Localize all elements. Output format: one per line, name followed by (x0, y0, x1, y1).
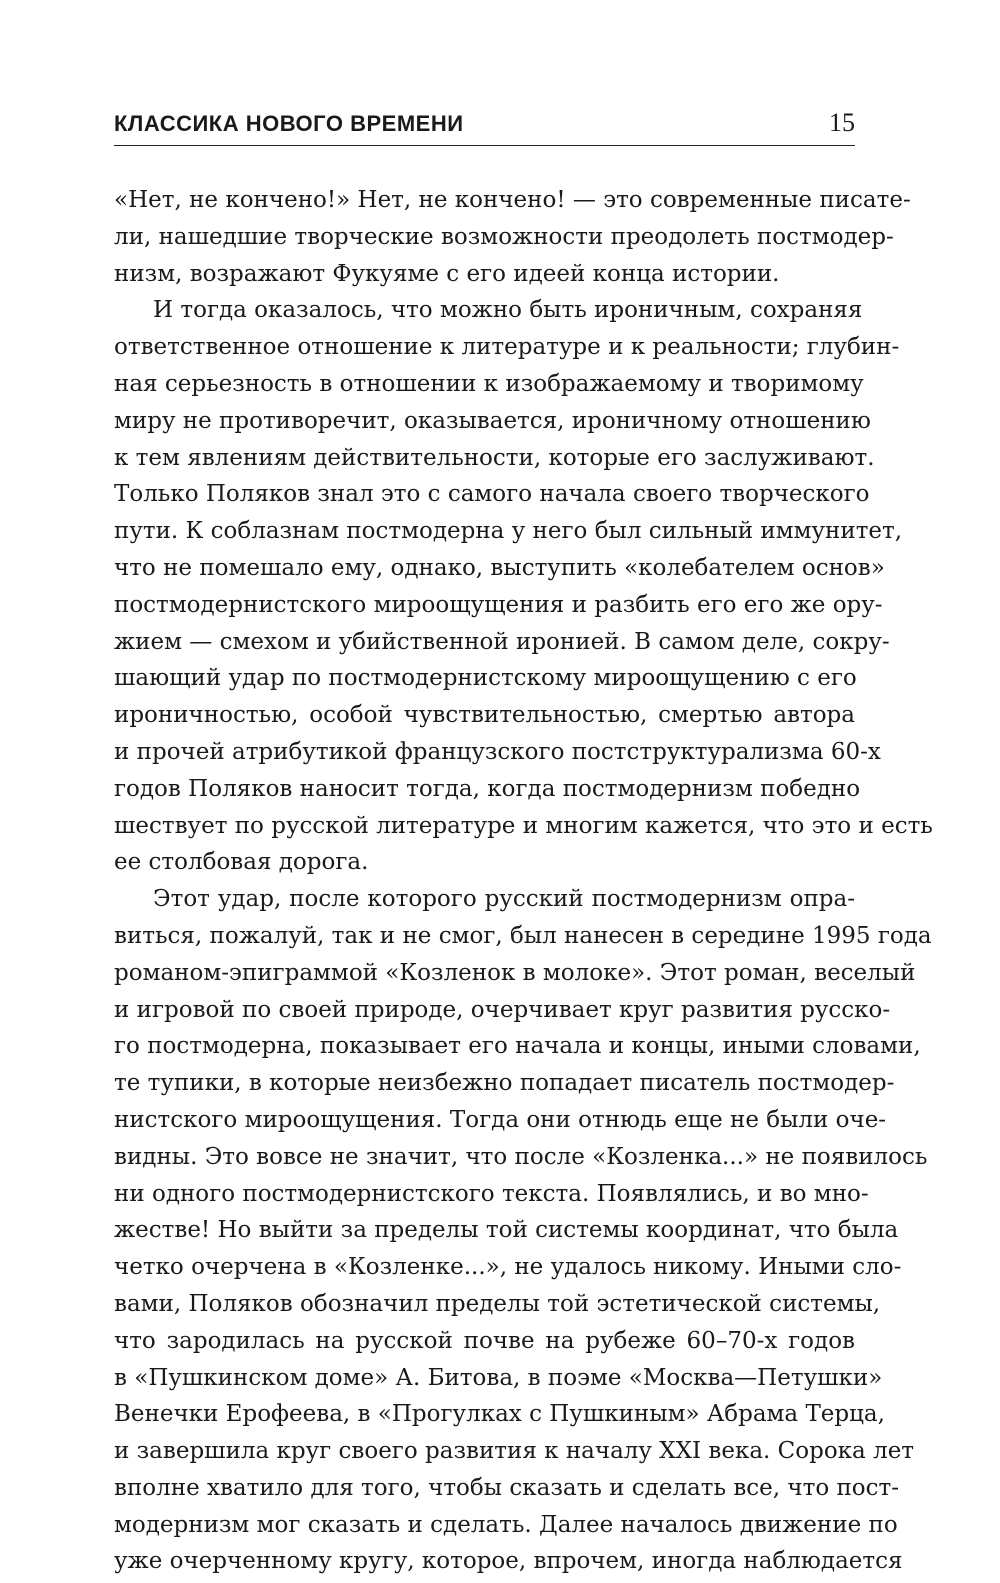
text-line: ироничностью, особой чувствительностью, смертью автора (114, 702, 855, 729)
text-line: постмодернистского мироощущения и разбить его его же ору- (114, 591, 883, 618)
text-line: и прочей атрибутикой французского постструктурализма 60-х (114, 738, 881, 765)
text-line: в «Пушкинском доме» А. Битова, в поэме «Москва—Петушки» (114, 1364, 883, 1391)
text-line: вполне хватило для того, чтобы сказать и сделать все, что пост- (114, 1474, 900, 1501)
text-line: ответственное отношение к литературе и к реальности; глубин- (114, 334, 900, 361)
text-line: жестве! Но выйти за пределы той системы координат, что была (114, 1217, 899, 1244)
text-line: ли, нашедшие творческие возможности преодолеть постмодер- (114, 223, 894, 250)
text-line: уже очерченному кругу, которое, впрочем, иногда наблюдается (114, 1548, 903, 1575)
paragraph (114, 185, 911, 295)
text-line: Только Поляков знал это с самого начала своего творческого (114, 481, 870, 508)
text-line: Этот удар, после которого русский постмодернизм опра- (153, 886, 855, 913)
book-page (114, 108, 933, 1583)
text-line: шествует по русской литературе и многим кажется, что это и есть (114, 812, 933, 839)
text-line: жием — смехом и убийственной иронией. В самом деле, сокру- (114, 628, 890, 655)
text-line: годов Поляков наносит тогда, когда постмодернизм победно (114, 775, 861, 802)
text-line: ни одного постмодернистского текста. Появлялись, и во мно- (114, 1180, 869, 1207)
text-line: те тупики, в которые неизбежно попадает писатель постмодер- (114, 1070, 895, 1097)
text-line: романом-эпиграммой «Козленок в молоке». Этот роман, веселый (114, 959, 916, 986)
running-title: КЛАССИКА НОВОГО ВРЕМЕНИ (114, 111, 464, 136)
paragraph (114, 295, 933, 884)
running-head (114, 108, 855, 146)
text-line: к тем явлениям действительности, которые его заслуживают. (114, 444, 875, 471)
page-number: 15 (829, 108, 855, 137)
text-line: ная серьезность в отношении к изображаемому и творимому (114, 370, 864, 397)
text-line: что не помешало ему, однако, выступить «колебателем основ» (114, 554, 885, 581)
text-line: и игровой по своей природе, очерчивает круг развития русско- (114, 996, 891, 1023)
text-line: пути. К соблазнам постмодерна у него был сильный иммунитет, (114, 518, 903, 545)
text-line: «Нет, не кончено!» Нет, не кончено! — это современные писате- (114, 187, 911, 213)
text-line: Венечки Ерофеева, в «Прогулках с Пушкиным» Абрама Терца, (114, 1401, 885, 1428)
paragraph (114, 884, 932, 1583)
text-line: го постмодерна, показывает его начала и концы, иными словами, (114, 1033, 921, 1060)
text-line: четко очерчена в «Козленке...», не удалось никому. Иными сло- (114, 1254, 902, 1281)
text-line: и завершила круг своего развития к началу XXI века. Сорока лет (114, 1438, 915, 1465)
text-line: виться, пожалуй, так и не смог, был нанесен в середине 1995 года (114, 922, 932, 949)
text-line: ее столбовая дорога. (114, 849, 369, 876)
text-line: видны. Это вовсе не значит, что после «Козленка...» не появилось (114, 1143, 928, 1170)
text-line: что зародилась на русской почве на рубеже 60–70-х годов (114, 1327, 855, 1354)
text-line: миру не противоречит, оказывается, ироничному отношению (114, 407, 871, 434)
text-line: И тогда оказалось, что можно быть ироничным, сохраняя (153, 297, 863, 324)
text-line: модернизм мог сказать и сделать. Далее началось движение по (114, 1511, 898, 1538)
body-text (114, 185, 933, 1583)
text-line: вами, Поляков обозначил пределы той эстетической системы, (114, 1290, 881, 1317)
text-line: шающий удар по постмодернистскому мироощущению с его (114, 665, 857, 692)
text-line: низм, возражают Фукуяме с его идеей конца истории. (114, 260, 780, 287)
text-line: нистского мироощущения. Тогда они отнюдь еще не были оче- (114, 1106, 887, 1133)
